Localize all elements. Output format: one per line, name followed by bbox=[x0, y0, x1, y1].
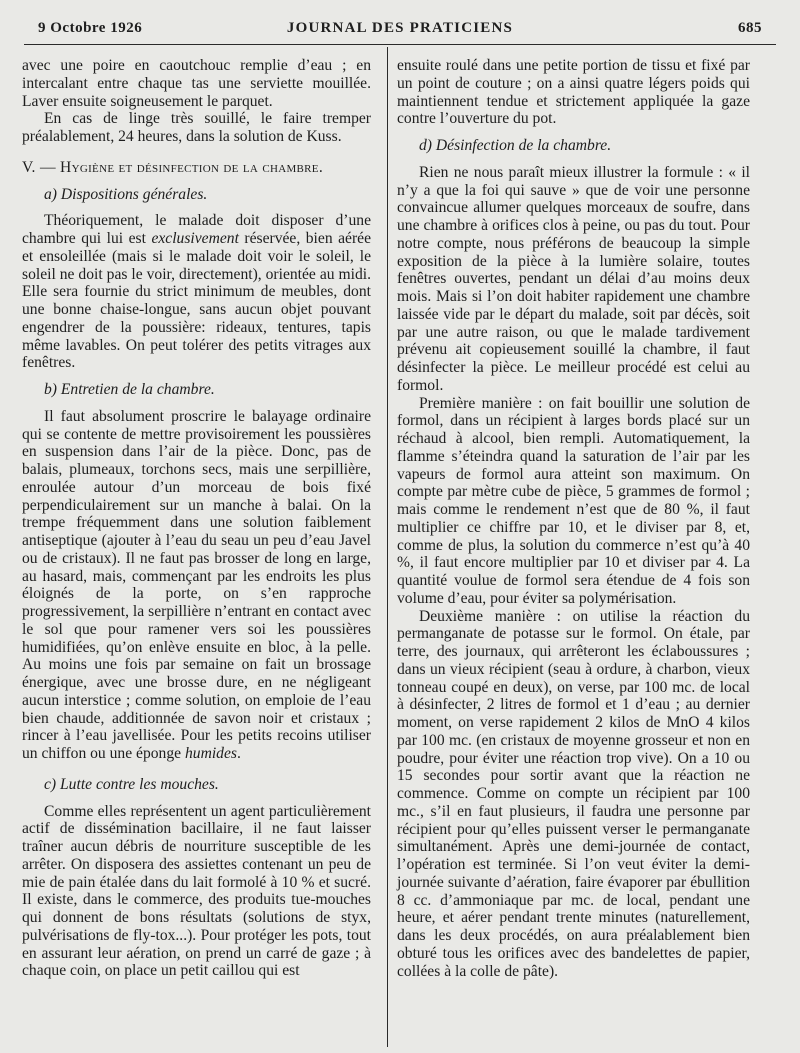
running-header bbox=[38, 20, 762, 42]
paragraph: Rien ne nous paraît mieux illustrer la formule : « il n’y a que la foi qui sauve » que de voir une personne convaincue allumer quelques morceaux de soufre, dans une chambre à orifices clos à peine, ou pas du tout. Pour notre compte, nous préférons de beaucoup la simple exposition de la pièce à la lumière solaire, toutes fenêtres ouvertes, pendant un délai d’au moins deux mois. Mais si l’on doit habiter rapidement une chambre laissée vide par le départ du malade, soit par décès, soit par une autre raison, ou que le malade tardivement prévenu ait copieusement souillé la chambre, il faut désinfecter la pièce. Le meilleur procédé est celui au formol. bbox=[397, 163, 750, 394]
header-page-number: 685 bbox=[738, 20, 762, 36]
subsection-heading-a: a) Dispositions générales. bbox=[44, 185, 208, 203]
subsection-heading-d: d) Désinfection de la chambre. bbox=[419, 137, 612, 154]
right-column bbox=[397, 57, 750, 980]
header-rule bbox=[24, 44, 776, 45]
section-heading: V. — Hygiène et désinfection de la chambre. bbox=[22, 158, 324, 176]
paragraph: Comme elles représentent un agent particulièrement actif de dissémination bacillaire, il ne faut laisser traîner aucun débris de nourriture susceptible de les arrêter. On disposera des assiettes contenant un peu de mie de pain étalée dans du lait formolé à 10 % et sucré. Il existe, dans le commerce, des produits tue-mouches qui donnent de bons résultats (solutions de styx, pulvérisations de fly-tox...). Pour protéger les pots, tout en assurant leur aération, on prend un carré de gaze ; à chaque coin, on place un petit caillou qui est bbox=[22, 802, 371, 980]
paragraph: Deuxième manière : on utilise la réaction du permanganate de potasse sur le formol. On étale, par terre, des journaux, qui arrêteront les éclaboussures ; dans un vieux récipient (seau à ordure, à charbon, vieux tonneau coupé en deux), on verse, par 100 mc. de local à désinfecter, 2 litres de formol et 1 d’eau ; au dernier moment, on verse rapidement 2 kilos de MnO 4 kilos par 100 mc. (en cristaux de moyenne grosseur et non en poudre, pour éviter une réaction trop vive). On a 10 ou 15 secondes pour sortir avant que la réaction ne commence. Comme on compte un récipient par 100 mc., s’il en faut plusieurs, il faudra une personne par récipient pour qu’elles puissent verser le permanganate simultanément. Après une demi-journée de contact, l’opération est terminée. Si l’on veut éviter la demi-journée suivante d’aération, faire évaporer par ébullition 8 cc. d’ammoniaque par mc. de local, pendant une heure, et aérer pendant trente minutes (naturellement, dans les deux procédés, on aura préalablement bien obturé tous les orifices avec des bandelettes de papier, collées à la colle de pâte). bbox=[397, 607, 750, 980]
subsection-heading-b: b) Entretien de la chambre. bbox=[44, 381, 215, 398]
paragraph: Première manière : on fait bouillir une solution de formol, dans un récipient à larges bords placé sur un réchaud à alcool, bien rempli. Automatiquement, la flamme s’éteindra quand la saturation de l’air par les vapeurs de formol aura atteint son maximum. On compte par mètre cube de pièce, 5 grammes de formol ; mais comme le rendement n’est que de 80 %, il faut multiplier ce chiffre par 10, et le diviser par 8, et, comme de plus, la solution du commerce n’est qu’à 40 %, il faut encore multiplier par 10 et diviser par 4. La quantité voulue de formol sera étendue de 4 fois son volume d’eau, pour éviter sa polymérisation. bbox=[397, 394, 750, 607]
paragraph: En cas de linge très souillé, le faire tremper préalablement, 24 heures, dans la solution de Kuss. bbox=[22, 110, 371, 145]
paragraph: Il faut absolument proscrire le balayage ordinaire qui se contente de mettre provisoirement les poussières en suspension dans l’air de la pièce. Donc, pas de balais, plumeaux, torchons secs, mais une serpillière, enroulée autour d’un morceau de bois fixé perpendiculairement sur un manche à balai. On la trempe fréquemment dans une solution faiblement antiseptique (ajouter à l’eau du seau un peu d’eau Javel ou de cristaux). Il ne faut pas brosser de long en large, au hasard, mais, commençant par les endroits les plus éloignés de la porte, on s’en rapproche progressivement, la serpillière n’entrant en contact avec le sol que pour ramener vers soi les poussières humidifiées, qu’on enlève ensuite en bloc, à la pelle. Au moins une fois par semaine on fait un brossage énergique, avec une brosse dure, en ne négligeant aucun interstice ; comme solution, on emploie de l’eau bien chaude, additionnée de savon noir et cristaux ; rincer à l’eau javellisée. Pour les petits recoins utiliser un chiffon ou une éponge humides. bbox=[22, 407, 371, 762]
header-journal-title: JOURNAL DES PRATICIENS bbox=[286, 20, 514, 36]
header-date: 9 Octobre 1926 bbox=[38, 20, 143, 36]
paragraph: Théoriquement, le malade doit disposer d’une chambre qui lui est exclusivement réservée, bien aérée et ensoleillée (mais si le malade doit voir le soleil, le soleil ne doit pas le voir, directement), orientée au midi. Elle sera fournie du strict minimum de meubles, dont une bonne chaise-longue, sans aucun objet pouvant engendrer de la poussière: rideaux, tentures, tapis même lavables. On peut tolérer des petits vitrages aux fenêtres. bbox=[22, 212, 372, 372]
subsection-heading-c: c) Lutte contre les mouches. bbox=[44, 775, 219, 793]
paragraph: avec une poire en caoutchouc remplie d’eau ; en intercalant entre chaque tas une serviette mouillée. Laver ensuite soigneusement le parquet. bbox=[22, 57, 371, 110]
column-divider bbox=[387, 47, 388, 1047]
paragraph: ensuite roulé dans une petite portion de tissu et fixé par un point de couture ; on a ainsi quatre légers poids qui maintiennent tendue et strictement appliquée la gaze contre l’ouverture du pot. bbox=[397, 57, 750, 128]
left-column bbox=[22, 57, 371, 980]
